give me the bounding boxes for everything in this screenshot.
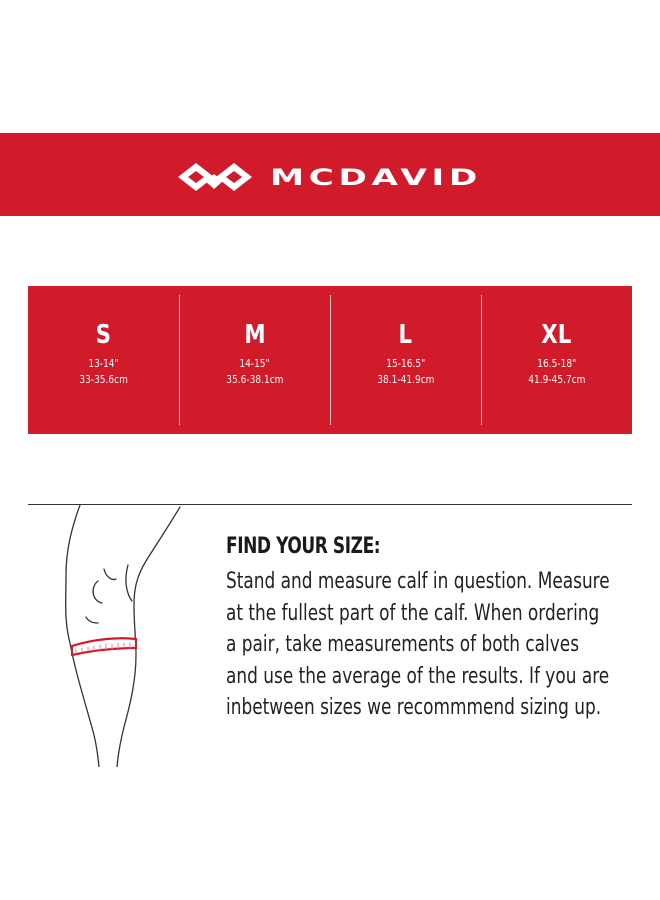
instructions-body bbox=[226, 566, 656, 724]
size-inches: 15-16.5" bbox=[386, 357, 425, 370]
instructions-heading: FIND YOUR SIZE: bbox=[226, 534, 381, 559]
size-cell-m bbox=[179, 286, 330, 434]
size-label: XL bbox=[541, 320, 572, 350]
mcdavid-m-logo-icon bbox=[178, 163, 252, 191]
size-cell-xl bbox=[481, 286, 632, 434]
instructions-line: at the fullest part of the calf. When ordering bbox=[226, 600, 600, 626]
size-inches: 13-14" bbox=[88, 357, 119, 370]
size-cell-s bbox=[28, 286, 179, 434]
size-label: M bbox=[243, 320, 266, 350]
size-chart bbox=[28, 286, 632, 434]
size-cm: 38.1-41.9cm bbox=[376, 373, 435, 386]
size-inches: 16.5-18" bbox=[537, 357, 576, 370]
sizing-instructions bbox=[226, 532, 656, 724]
instructions-line: a pair, take measurements of both calves bbox=[226, 632, 580, 657]
instructions-line: Stand and measure calf in question. Measure bbox=[226, 569, 610, 594]
size-label: L bbox=[398, 320, 413, 350]
size-inches: 14-15" bbox=[239, 357, 270, 370]
size-cm: 41.9-45.7cm bbox=[527, 373, 586, 386]
brand-logo bbox=[0, 133, 660, 216]
size-cell-l bbox=[330, 286, 481, 434]
size-label: S bbox=[95, 320, 112, 350]
instructions-line: inbetween sizes we recommmend sizing up. bbox=[226, 695, 602, 720]
brand-bar bbox=[0, 133, 660, 216]
leg-calf-measurement-icon bbox=[28, 505, 208, 767]
brand-wordmark: MCDAVID bbox=[270, 166, 482, 191]
size-cm: 33-35.6cm bbox=[79, 373, 128, 386]
instructions-line: and use the average of the results. If you are bbox=[226, 663, 610, 689]
tape-measure bbox=[72, 638, 136, 655]
size-cm: 35.6-38.1cm bbox=[225, 373, 284, 386]
